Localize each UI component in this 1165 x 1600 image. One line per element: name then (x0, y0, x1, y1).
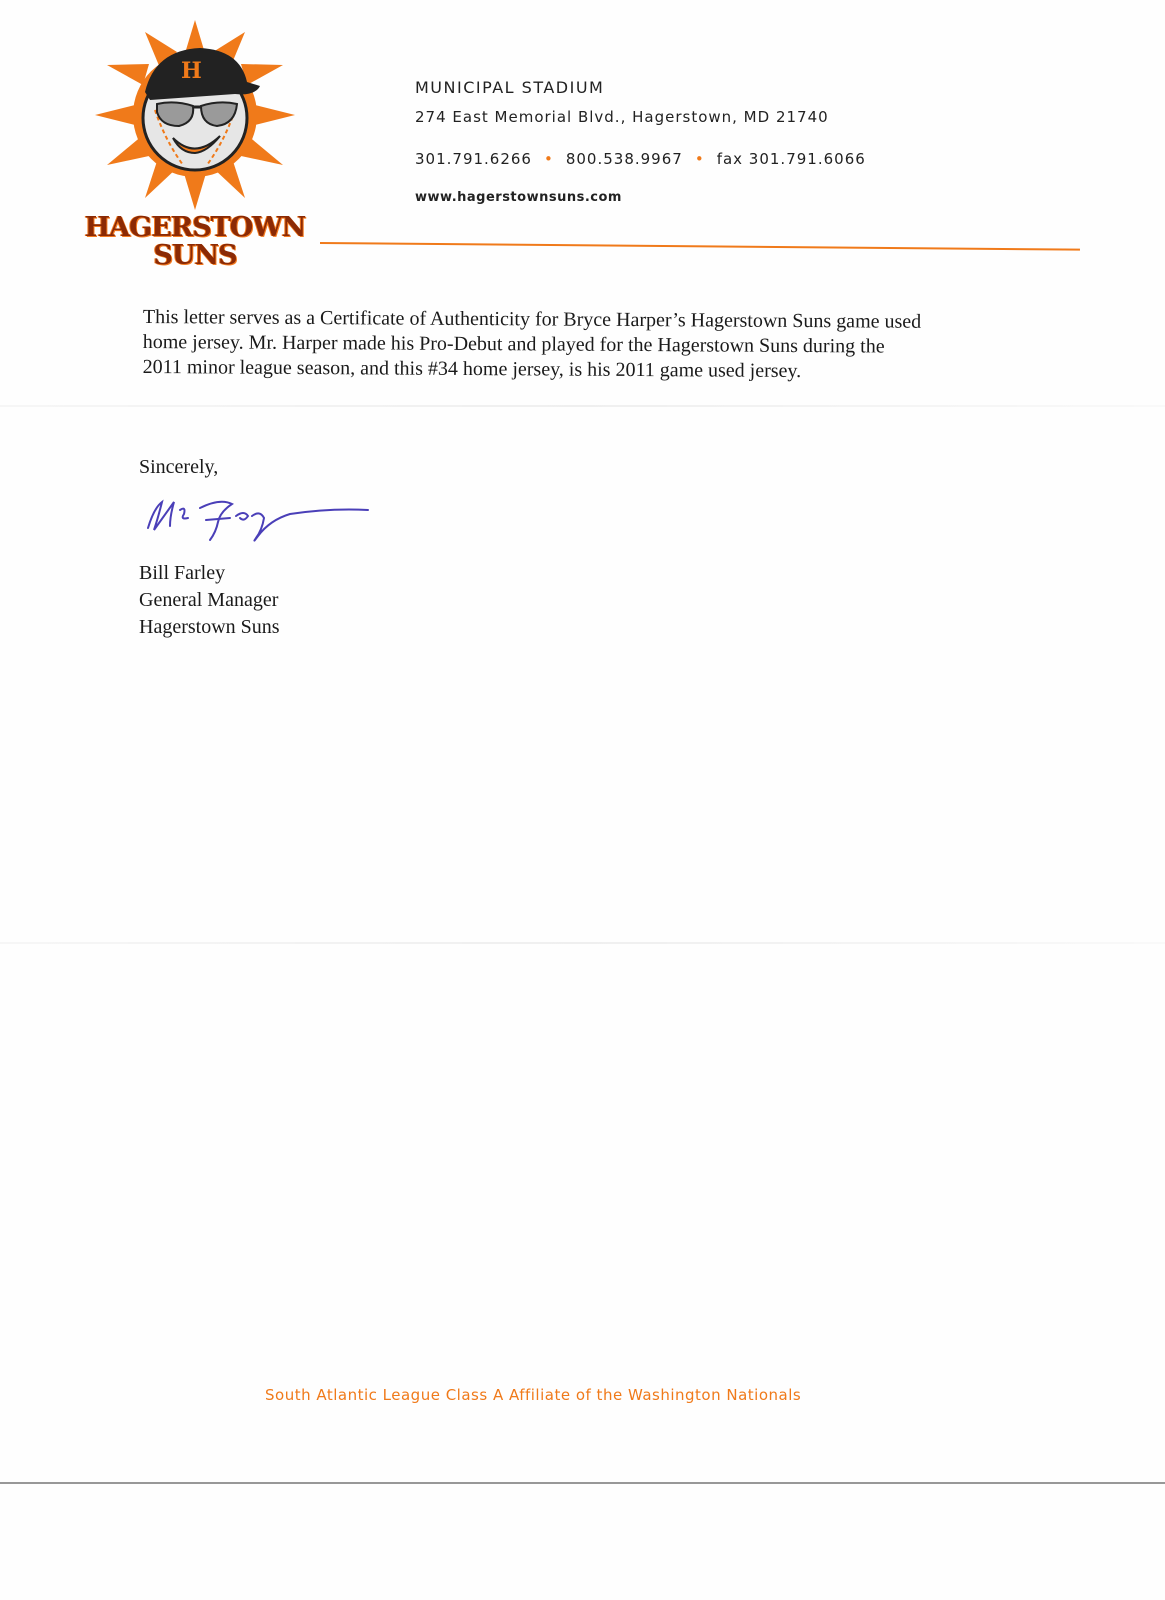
venue-name: MUNICIPAL STADIUM (415, 78, 605, 97)
bullet-icon: • (694, 150, 705, 168)
street-address: 274 East Memorial Blvd., Hagerstown, MD 21740 (415, 108, 829, 126)
body-line: This letter serves as a Certificate of Authenticity for Bryce Harper’s Hagerstown Suns game used (142, 305, 922, 333)
paper-fold-line (0, 942, 1165, 944)
signatory-name: Bill Farley (139, 562, 226, 584)
affiliate-footer: South Atlantic League Class A Affiliate of the Washington Nationals (265, 1386, 802, 1404)
handwritten-signature (140, 488, 380, 558)
closing-salutation: Sincerely, (139, 456, 219, 478)
page-bottom-edge (0, 1482, 1165, 1484)
signatory-organization: Hagerstown Suns (139, 616, 280, 638)
bullet-icon: • (543, 150, 554, 168)
phone-number: 800.538.9967 (565, 150, 683, 168)
website-link[interactable]: www.hagerstownsuns.com (415, 190, 622, 205)
paper-fold-line (0, 405, 1165, 407)
suns-logo-icon (95, 20, 295, 210)
wordmark-line-1: HAGERSTOWN (84, 212, 306, 243)
signatory-title: General Manager (139, 589, 279, 611)
body-line: 2011 minor league season, and this #34 home jersey, is his 2011 game used jersey. (142, 355, 802, 383)
cap-letter: H (181, 58, 202, 84)
team-wordmark (80, 214, 310, 270)
body-line: home jersey. Mr. Harper made his Pro-Debut and played for the Hagerstown Suns during the (142, 330, 885, 358)
phone-number: 301.791.6266 (415, 150, 532, 168)
signatory-block (139, 560, 280, 641)
fax-number: fax 301.791.6066 (716, 150, 866, 168)
letter-body (143, 305, 1043, 385)
wordmark-line-2: SUNS (153, 240, 237, 271)
phone-line (415, 150, 866, 168)
letterhead-divider (320, 242, 1080, 251)
